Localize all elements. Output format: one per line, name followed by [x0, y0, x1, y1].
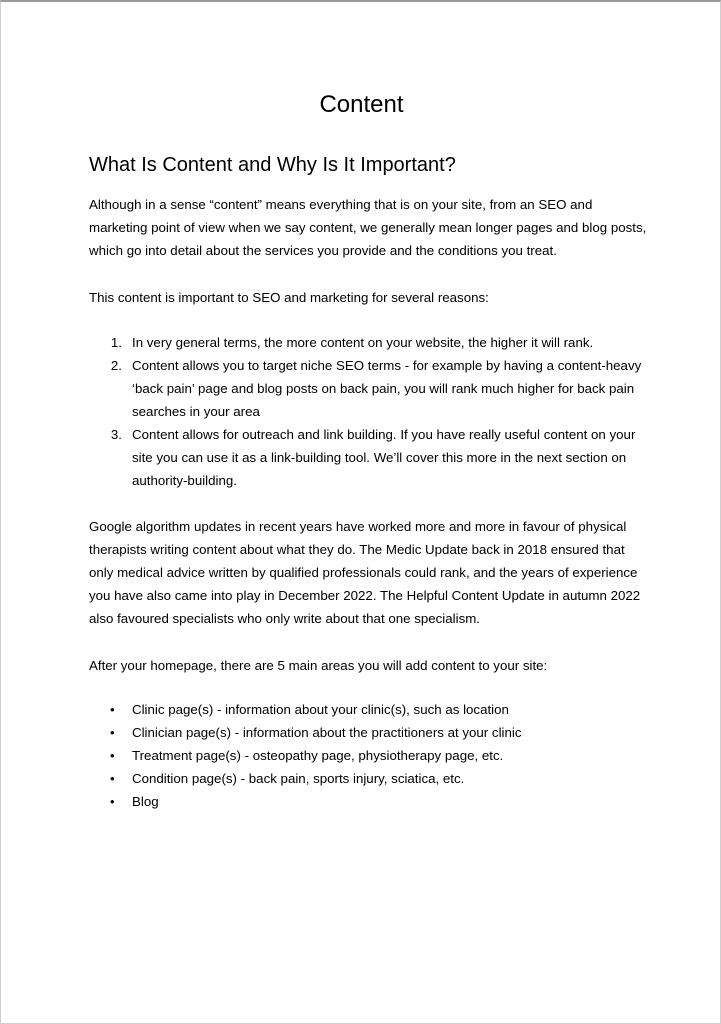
list-item-text: Clinic page(s) - information about your clinic(s), such as location [132, 702, 509, 717]
reasons-intro-paragraph: This content is important to SEO and marketing for several reasons: [89, 290, 489, 305]
list-item-text: Content allows you to target niche SEO terms - for example by having a content-heavy ‘back pain’ page and blog posts on back pain, you will rank much higher for back pain searches in your area [132, 358, 642, 419]
list-item [89, 331, 649, 354]
list-item [89, 423, 649, 492]
content-areas-bullet-list [89, 698, 649, 813]
intro-paragraph: Although in a sense “content” means everything that is on your site, from an SEO and marketing point of view when we say content, we generally mean longer pages and blog posts, which go into detail about the services you provide and the conditions you treat. [89, 197, 647, 258]
list-item [89, 767, 649, 790]
areas-intro-paragraph: After your homepage, there are 5 main areas you will add content to your site: [89, 658, 548, 673]
list-number: 1. [110, 335, 122, 350]
list-number: 2. [110, 358, 122, 373]
list-item [89, 354, 649, 423]
bullet-icon: • [110, 771, 115, 786]
list-item-text: Content allows for outreach and link building. If you have really useful content on your site you can use it as a link-building tool. We’ll cover this more in the next section on authority-building. [132, 427, 636, 488]
section-heading: What Is Content and Why Is It Important? [89, 154, 456, 176]
list-item-text: Clinician page(s) - information about the practitioners at your clinic [132, 725, 522, 740]
list-item-text: Condition page(s) - back pain, sports injury, sciatica, etc. [132, 771, 465, 786]
algorithm-paragraph: Google algorithm updates in recent years have worked more and more in favour of physical therapists writing content about what they do. The Medic Update back in 2018 ensured that only medical advice written by qualified professionals could rank, and the years of experience you have also came into play in December 2022. The Helpful Content Update in autumn 2022 also favoured specialists who only write about that one specialism. [89, 519, 641, 626]
list-item-text: Treatment page(s) - osteopathy page, physiotherapy page, etc. [132, 748, 504, 763]
reasons-numbered-list [89, 331, 649, 492]
bullet-icon: • [110, 748, 115, 763]
list-number: 3. [110, 427, 122, 442]
bullet-icon: • [110, 794, 115, 809]
bullet-icon: • [110, 702, 115, 717]
list-item-text: Blog [132, 794, 159, 809]
list-item [89, 744, 649, 767]
bullet-icon: • [110, 725, 115, 740]
document-title: Content [319, 91, 404, 118]
list-item [89, 721, 649, 744]
list-item [89, 698, 649, 721]
list-item-text: In very general terms, the more content on your website, the higher it will rank. [132, 335, 594, 350]
list-item [89, 790, 649, 813]
